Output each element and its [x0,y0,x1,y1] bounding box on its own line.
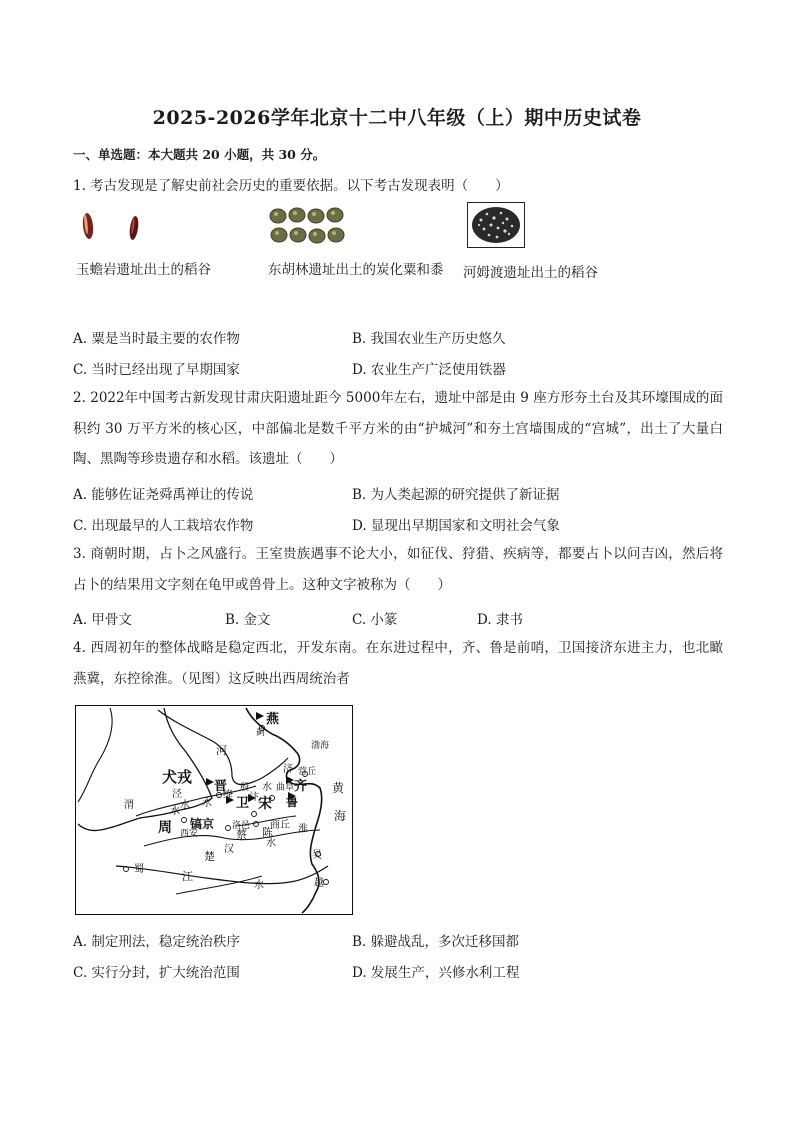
map-label-quanrong: 犬戎 [162,768,193,786]
q4-option-c[interactable]: C. 实行分封，扩大统治范围 [73,965,240,981]
q4-option-b[interactable]: B. 躲避战乱，多次迁移国都 [352,934,520,950]
map-label-yingqiu: 营丘 [298,767,317,777]
map-label-lu: 鲁 [286,795,299,809]
image-caption-yuchanyan: 玉蟾岩遗址出土的稻谷 [76,262,211,278]
map-label-yan: 燕 [266,712,280,727]
q4-option-d[interactable]: D. 发展生产，兴修水利工程 [352,965,520,981]
q3-option-c[interactable]: C. 小篆 [352,612,398,628]
q1-option-d[interactable]: D. 农业生产广泛使用铁器 [352,362,506,378]
map-label-shui-2: 水 [170,806,180,817]
map-label-shu: 蜀 [134,864,144,875]
map-label-he: 河 [216,744,227,757]
exam-title: 2025-2026学年北京十二中八年级（上）期中历史试卷 [152,107,642,129]
map-label-bian: 汴 [249,792,259,803]
map-label-hai: 海 [334,809,347,823]
q4-option-a[interactable]: A. 制定刑法，稳定统治秩序 [73,934,240,950]
map-label-haojing: 镐京 [190,817,215,831]
image-caption-hemudu: 河姆渡遗址出土的稻谷 [463,265,598,281]
map-label-ji-river: 济 [283,764,293,775]
q1-option-c[interactable]: C. 当时已经出现了早期国家 [73,362,240,378]
q3-option-a[interactable]: A. 甲骨文 [73,612,132,628]
map-label-luoyi: 洛邑 [232,821,251,831]
map-label-chen: 陈 [262,826,273,839]
map-label-shui-5: 水 [266,838,276,849]
hemudu-rice-image [467,202,525,248]
section-heading: 一、单选题：本大题共 20 小题，共 30 分。 [73,147,326,162]
map-label-zhou: 周 [158,820,172,836]
question-1-stem: 1. 考古发现是了解史前社会历史的重要依据。以下考古发现表明（ ） [73,178,509,194]
map-label-shui-1: 水 [180,800,190,811]
map-label-huang: 黄 [332,781,345,795]
map-label-chu: 楚 [204,850,215,863]
map-label-huai: 淮 [298,824,308,835]
q1-option-b[interactable]: B. 我国农业生产历史悠久 [352,331,506,347]
q1-option-a[interactable]: A. 粟是当时最主要的农作物 [73,331,240,347]
q2-option-d[interactable]: D. 显现出早期国家和文明社会气象 [352,518,560,534]
map-label-wei-state: 卫 [236,796,250,811]
question-2-stem: 2. 2022年中国考古新发现甘肃庆阳遗址距今 5000年左右，遗址中部是由 9 座方形夯土台及其环壕围成的面积约 30 万平方米的核心区，中部偏北是数千平方米的由“护城河”和夯土宫墙围成的“宫城”，出土了大量白陶、黑陶等珍贵遗存和水稻。该遗址（ ） [73,390,723,467]
map-label-shui-6: 水 [254,880,264,891]
yuchanyan-rice-image [74,208,154,248]
q3-option-b[interactable]: B. 金文 [225,612,271,628]
map-label-wei-river: 渭 [124,800,134,811]
map-label-qi: 齐 [294,779,308,794]
map-label-yue: 越 [314,878,324,889]
map-label-qufu: 曲阜 [276,783,295,793]
donghulin-millet-image [268,206,354,246]
q2-option-b[interactable]: B. 为人类起源的研究提供了新证据 [352,487,560,503]
map-label-jiang: 江 [182,870,193,883]
question-4-stem: 4. 西周初年的整体战略是稳定西北，开发东南。在东进过程中，齐、鲁是前哨，卫国接济东进主力，也北瞰燕冀，东控徐淮。（见图）这反映出西周统治者 [73,640,723,687]
map-label-yin: 殷 [240,783,250,793]
map-label-xian: 西安 [180,829,199,839]
map-label-song: 宋 [258,796,272,812]
q3-option-d[interactable]: D. 隶书 [477,612,523,628]
map-label-han: 汉 [224,844,234,855]
map-label-jin: 晋 [214,779,228,794]
q2-option-c[interactable]: C. 出现最早的人工栽培农作物 [73,518,254,534]
question-3-stem: 3. 商朝时期，占卜之风盛行。王室贵族遇事不论大小，如征伐、狩猎、疾病等，都要占卜以问吉凶，然后将占卜的结果用文字刻在龟甲或兽骨上。这种文字被称为（ ） [73,546,723,593]
map-label-shangqiu: 商丘 [270,820,290,831]
map-label-bohai: 渤海 [311,741,330,751]
map-label-shui-4: 水 [262,782,272,793]
map-label-cai: 蔡 [236,828,247,841]
map-label-jiang-city: 绛 [223,790,233,801]
western-zhou-map [75,705,353,915]
map-label-jing: 泾 [172,789,182,800]
map-label-ji: 蓟 [256,728,266,738]
map-label-shui-3: 水 [202,798,212,809]
q2-option-a[interactable]: A. 能够佐证尧舜禹禅让的传说 [73,487,254,503]
map-label-wu: 吴 [312,850,322,861]
image-caption-donghulin: 东胡林遗址出土的炭化粟和黍 [268,262,444,278]
